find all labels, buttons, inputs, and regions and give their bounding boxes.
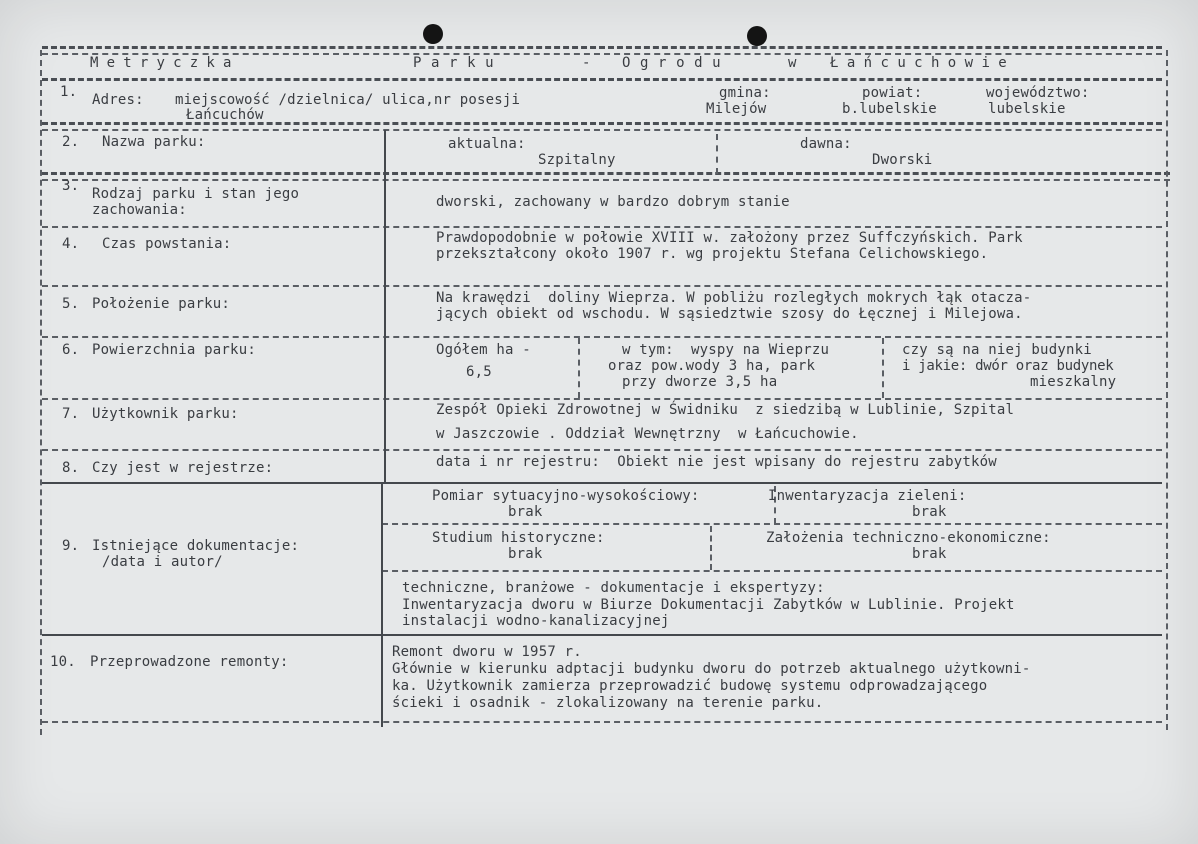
current-name-value: Szpitalny [538,152,616,168]
inventory-label: Inwentaryzacja zieleni: [768,488,967,504]
user-line-2: w Jaszczowie . Oddział Wewnętrzny w Łańcuchowie. [436,426,859,442]
row-number: 4. [62,236,80,252]
buildings-line-1: czy są na niej budynki [902,342,1092,358]
location-line-1: Na krawędzi doliny Wieprza. W pobliżu rozległych mokrych łąk otacza- [436,290,1032,306]
techecon-value: brak [912,546,947,562]
renovations-line-3: ka. Użytkownik zamierza przeprowadzić budowę systemu odprowadzającego [392,678,988,694]
area-total-label: Ogółem ha - [436,342,531,358]
punch-hole-left [423,24,443,44]
history-label: Studium historyczne: [432,530,605,546]
gmina-label: gmina: [719,85,771,101]
park-name-label: Nazwa parku: [102,134,206,150]
row-number: 10. [50,654,76,670]
history-value: brak [508,546,543,562]
row-number: 7. [62,406,80,422]
location-line-2: jących obiekt od wschodu. W sąsiedztwie szosy do Łęcznej i Milejowa. [436,306,1023,322]
area-breakdown-3: przy dworze 3,5 ha [622,374,778,390]
location-label: Położenie parku: [92,296,231,312]
technical-docs-line-1: techniczne, branżowe - dokumentacje i ekspertyzy: [402,580,825,596]
user-label: Użytkownik parku: [92,406,239,422]
technical-docs-line-3: instalacji wodno-kanalizacyjnej [402,613,670,629]
renovations-line-4: ścieki i osadnik - zlokalizowany na terenie parku. [392,695,824,711]
punch-hole-right [747,26,767,46]
row-number: 9. [62,538,80,554]
survey-label: Pomiar sytuacyjno-wysokościowy: [432,488,700,504]
origin-date-line-2: przekształcony około 1907 r. wg projektu Stefana Celichowskiego. [436,246,989,262]
wojewodztwo-value: lubelskie [988,101,1066,117]
renovations-line-2: Głównie w kierunku adptacji budynku dworu do potrzeb aktualnego użytkowni- [392,661,1031,677]
survey-value: brak [508,504,543,520]
park-type-value: dworski, zachowany w bardzo dobrym stanie [436,194,790,210]
locality-label: miejscowość /dzielnica/ ulica,nr posesji [175,92,521,108]
former-name-value: Dworski [872,152,933,168]
header-word-ogrodu: Ogrodu [622,55,731,71]
current-name-label: aktualna: [448,136,526,152]
origin-date-label: Czas powstania: [102,236,232,252]
renovations-label: Przeprowadzone remonty: [90,654,289,670]
area-breakdown-2: oraz pow.wody 3 ha, park [608,358,816,374]
locality-value: Łańcuchów [186,107,264,123]
header-word-lancuchowie: Łańcuchowie [830,55,1016,71]
row-number: 1. [60,84,78,100]
inventory-value: brak [912,504,947,520]
wojewodztwo-label: województwo: [986,85,1090,101]
techecon-label: Założenia techniczno-ekonomiczne: [766,530,1051,546]
documentation-label: Istniejące dokumentacje: [92,538,300,554]
area-label: Powierzchnia parku: [92,342,256,358]
header-word-w: w [788,55,797,71]
powiat-label: powiat: [862,85,923,101]
user-line-1: Zespół Opieki Zdrowotnej w Świdniku z siedzibą w Lublinie, Szpital [436,402,1015,418]
technical-docs-line-2: Inwentaryzacja dworu w Biurze Dokumentacji Zabytków w Lublinie. Projekt [402,597,1015,613]
header-word-metryczka: Metryczka [90,55,240,71]
buildings-line-2: i jakie: dwór oraz budynek [902,358,1114,374]
register-label: Czy jest w rejestrze: [92,460,274,476]
row-number: 2. [62,134,80,150]
renovations-line-1: Remont dworu w 1957 r. [392,644,582,660]
row-number: 6. [62,342,80,358]
row-number: 3. [62,178,80,194]
row-number: 5. [62,296,80,312]
powiat-value: b.lubelskie [842,101,937,117]
header-word-dash: - [582,55,591,71]
gmina-value: Milejów [706,101,767,117]
origin-date-line-1: Prawdopodobnie w połowie XVIII w. założony przez Suffczyńskich. Park [436,230,1023,246]
header-word-parku: Parku [413,55,504,71]
row-number: 8. [62,460,80,476]
buildings-line-3: mieszkalny [1030,374,1117,390]
register-value: data i nr rejestru: Obiekt nie jest wpisany do rejestru zabytków [436,454,997,470]
park-type-label: Rodzaj parku i stan jego [92,186,300,202]
area-total-value: 6,5 [466,364,492,380]
documentation-label-2: /data i autor/ [102,554,223,570]
area-breakdown-1: w tym: wyspy na Wieprzu [622,342,830,358]
former-name-label: dawna: [800,136,852,152]
address-label: Adres: [92,92,144,108]
park-type-label-2: zachowania: [92,202,187,218]
